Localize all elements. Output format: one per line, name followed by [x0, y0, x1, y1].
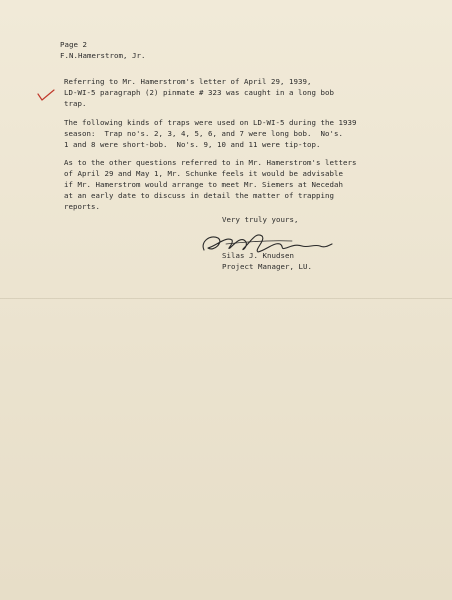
signer-title: Project Manager, LU.	[222, 262, 312, 271]
paragraph-3-line-5: reports.	[64, 202, 100, 211]
paragraph-3-line-1: As to the other questions referred to in Mr. Hamerstrom's letters	[64, 158, 357, 167]
paragraph-2-line-1: The following kinds of traps were used on LD-WI-5 during the 1939	[64, 118, 357, 127]
paragraph-1-line-2: LD-WI-5 paragraph (2) pinmate # 323 was caught in a long bob	[64, 88, 334, 97]
paragraph-1-line-1: Referring to Mr. Hamerstrom's letter of April 29, 1939,	[64, 77, 312, 86]
paragraph-3-line-4: at an early date to discuss in detail the matter of trapping	[64, 191, 334, 200]
signer-name: Silas J. Knudsen	[222, 251, 294, 260]
closing-salutation: Very truly yours,	[222, 215, 299, 224]
page-number: Page 2	[60, 40, 87, 49]
paragraph-2-line-3: 1 and 8 were short-bob. No's. 9, 10 and 11 were tip-top.	[64, 140, 321, 149]
paragraph-3-line-3: if Mr. Hamerstrom would arrange to meet Mr. Siemers at Necedah	[64, 180, 343, 189]
paragraph-1-line-3: trap.	[64, 99, 87, 108]
fold-line	[0, 298, 452, 299]
addressee: F.N.Hamerstrom, Jr.	[60, 51, 146, 60]
red-check-mark-icon	[36, 88, 56, 102]
paragraph-2-line-2: season: Trap no's. 2, 3, 4, 5, 6, and 7 were long bob. No's.	[64, 129, 343, 138]
paragraph-3-line-2: of April 29 and May 1, Mr. Schunke feels it would be advisable	[64, 169, 343, 178]
